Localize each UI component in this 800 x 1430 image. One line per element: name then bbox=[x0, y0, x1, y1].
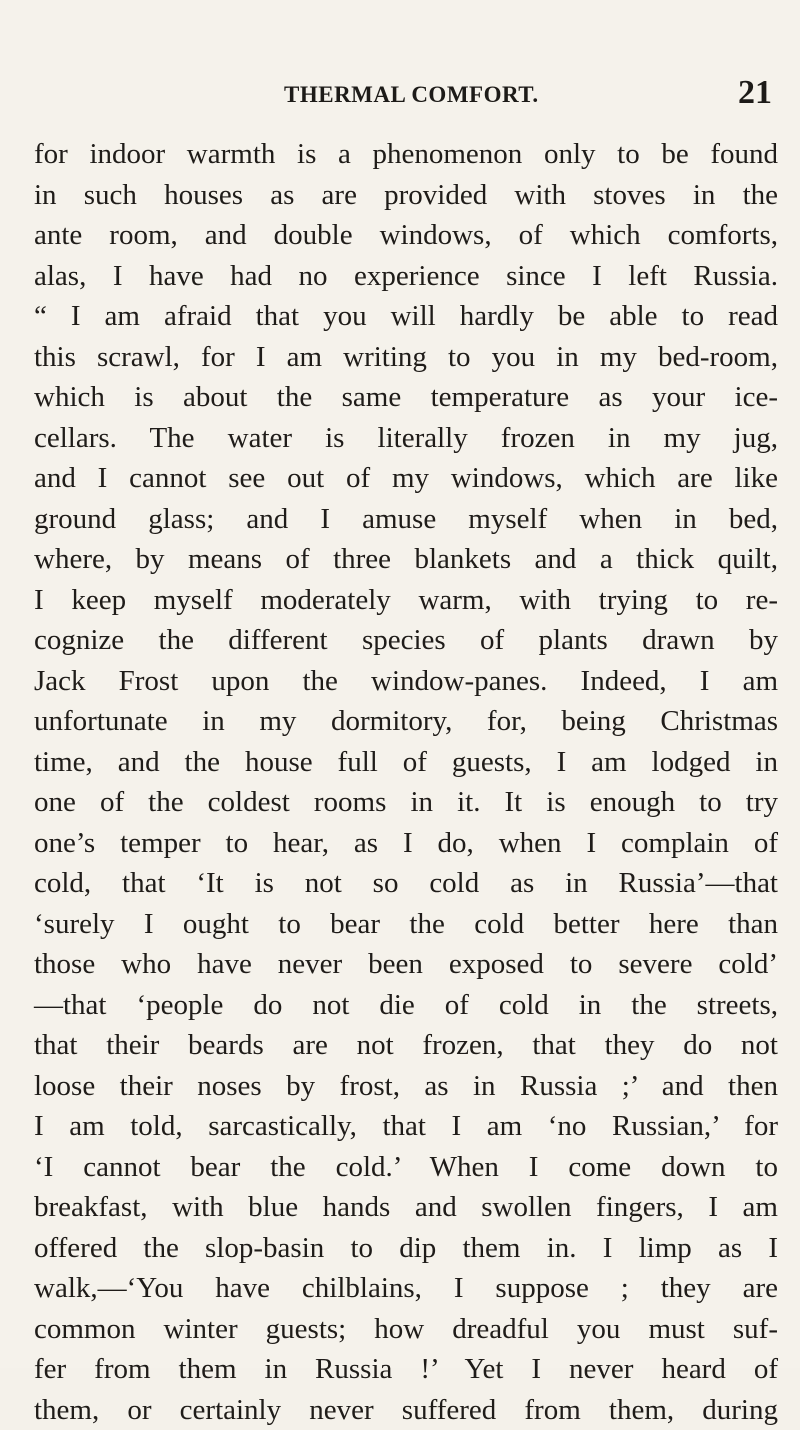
text-line: common winter guests; how dreadful you must suf- bbox=[34, 1309, 778, 1350]
body-text bbox=[34, 134, 778, 1430]
running-head bbox=[36, 76, 772, 116]
text-line: alas, I have had no experience since I left Russia. bbox=[34, 256, 778, 297]
page-number: 21 bbox=[738, 74, 772, 112]
text-line: ante room, and double windows, of which comforts, bbox=[34, 215, 778, 256]
text-line: where, by means of three blankets and a thick quilt, bbox=[34, 539, 778, 580]
text-line: I keep myself moderately warm, with trying to re- bbox=[34, 580, 778, 621]
text-line: Jack Frost upon the window-panes. Indeed, I am bbox=[34, 661, 778, 702]
text-line: breakfast, with blue hands and swollen fingers, I am bbox=[34, 1187, 778, 1228]
text-line: I am told, sarcastically, that I am ‘no Russian,’ for bbox=[34, 1106, 778, 1147]
text-line: in such houses as are provided with stoves in the bbox=[34, 175, 778, 216]
text-line: one of the coldest rooms in it. It is enough to try bbox=[34, 782, 778, 823]
text-line: for indoor warmth is a phenomenon only to be found bbox=[34, 134, 778, 175]
text-line: fer from them in Russia !’ Yet I never heard of bbox=[34, 1349, 778, 1390]
text-line: that their beards are not frozen, that they do not bbox=[34, 1025, 778, 1066]
text-line: time, and the house full of guests, I am lodged in bbox=[34, 742, 778, 783]
text-line: and I cannot see out of my windows, which are like bbox=[34, 458, 778, 499]
text-line: them, or certainly never suffered from them, during bbox=[34, 1390, 778, 1430]
text-line: “ I am afraid that you will hardly be able to read bbox=[34, 296, 778, 337]
text-line: one’s temper to hear, as I do, when I complain of bbox=[34, 823, 778, 864]
text-line: unfortunate in my dormitory, for, being Christmas bbox=[34, 701, 778, 742]
text-line: loose their noses by frost, as in Russia ;’ and then bbox=[34, 1066, 778, 1107]
text-line: walk,—‘You have chilblains, I suppose ; they are bbox=[34, 1268, 778, 1309]
text-line: those who have never been exposed to severe cold’ bbox=[34, 944, 778, 985]
text-line: ‘surely I ought to bear the cold better here than bbox=[34, 904, 778, 945]
text-line: ‘I cannot bear the cold.’ When I come down to bbox=[34, 1147, 778, 1188]
text-line: cellars. The water is literally frozen in my jug, bbox=[34, 418, 778, 459]
text-line: cognize the different species of plants drawn by bbox=[34, 620, 778, 661]
text-line: ground glass; and I amuse myself when in bed, bbox=[34, 499, 778, 540]
text-line: this scrawl, for I am writing to you in my bed-room, bbox=[34, 337, 778, 378]
running-head-title: THERMAL COMFORT. bbox=[284, 82, 539, 108]
text-line: which is about the same temperature as your ice- bbox=[34, 377, 778, 418]
text-line: offered the slop-basin to dip them in. I limp as I bbox=[34, 1228, 778, 1269]
text-line: cold, that ‘It is not so cold as in Russia’—that bbox=[34, 863, 778, 904]
text-line: —that ‘people do not die of cold in the streets, bbox=[34, 985, 778, 1026]
